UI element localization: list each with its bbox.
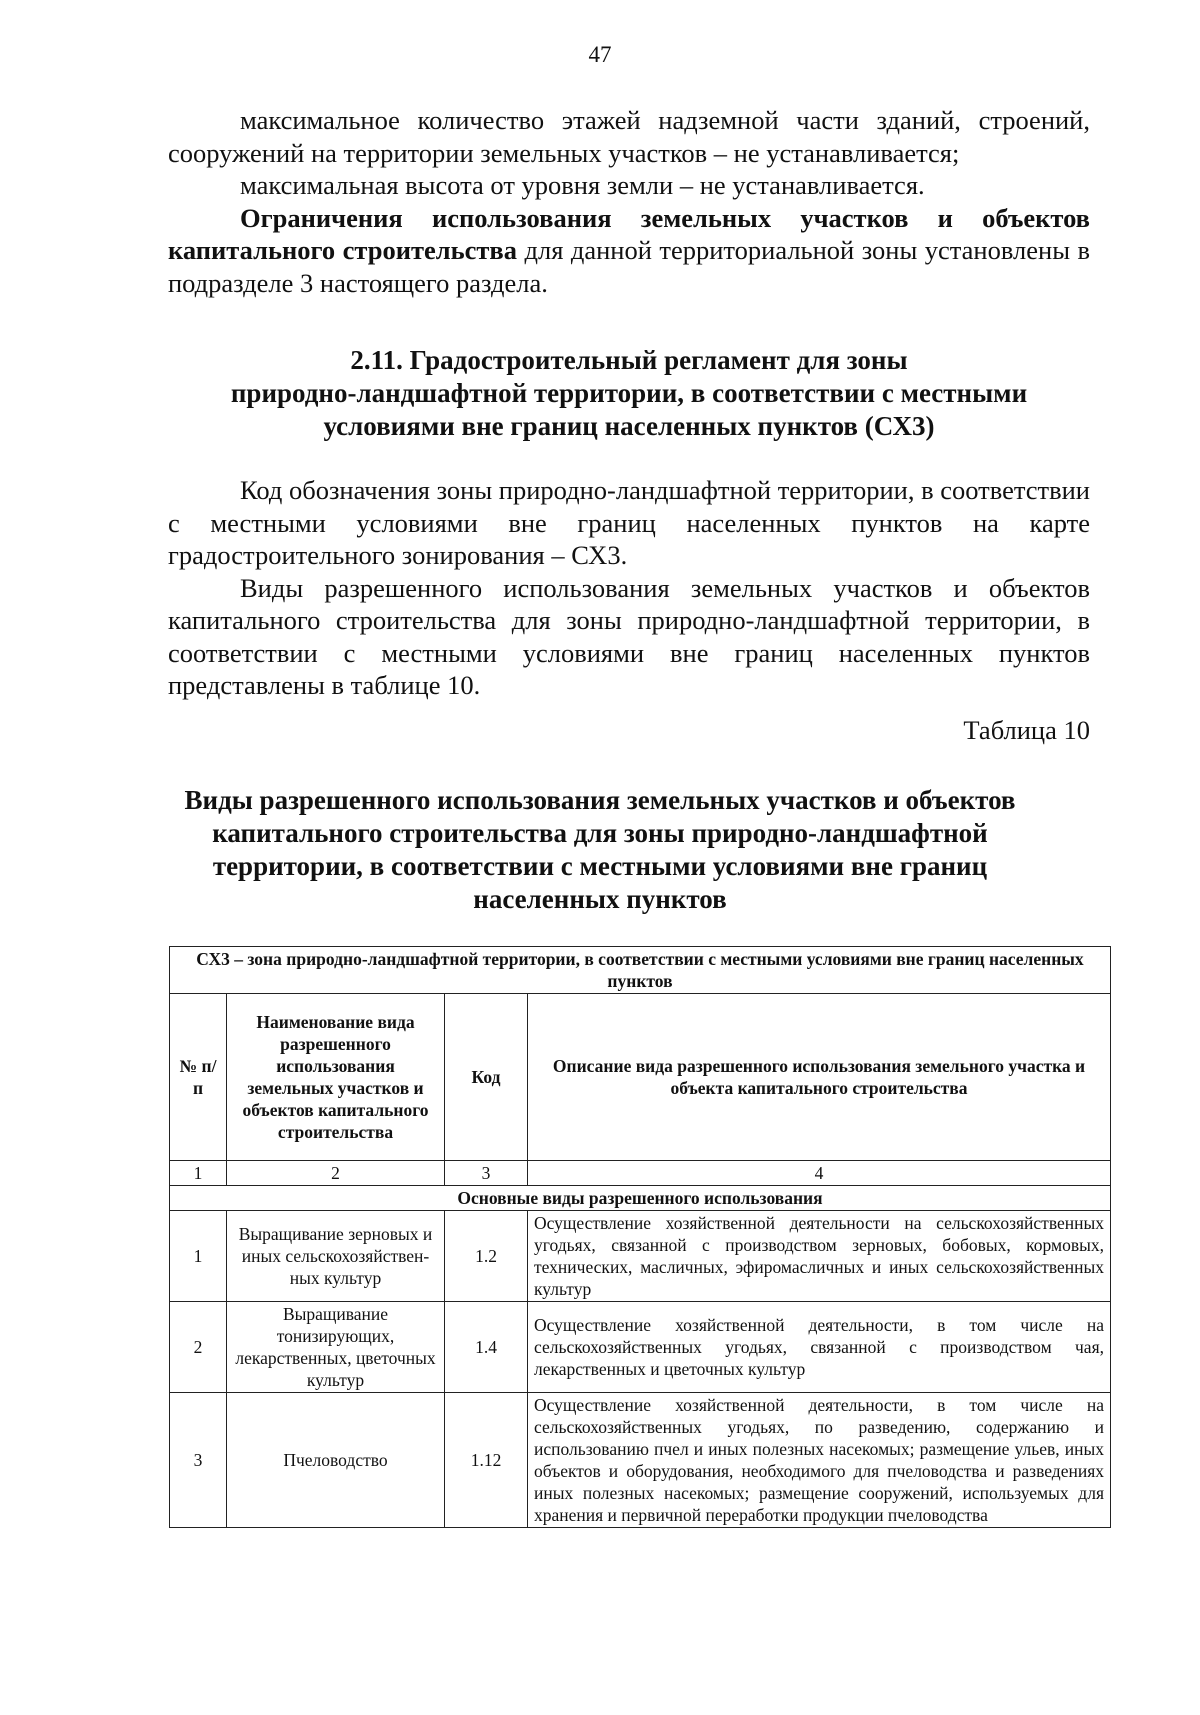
table-title-line-2: капитального строительства для зоны природно-ландшафтной — [212, 818, 988, 848]
row-desc: Осуществление хозяйственной деятельности, в том числе на сельскохозяйственных угодьях, связанной с производством чая, лекарственных и цветочных культур — [528, 1302, 1111, 1393]
column-number-3: 3 — [445, 1161, 528, 1186]
permitted-use-table — [169, 946, 1111, 1528]
row-name: Выращивание зерновых и иных сельскохозяйствен-ных культур — [227, 1211, 445, 1302]
row-code: 1.12 — [445, 1393, 528, 1528]
table-label: Таблица 10 — [963, 715, 1090, 745]
table-row — [170, 1211, 1111, 1302]
header-name: Наименование вида разрешенного использования земельных участков и объектов капитального строительства — [227, 994, 445, 1161]
table-row — [170, 1393, 1111, 1528]
row-code: 1.2 — [445, 1211, 528, 1302]
table-title-line-1: Виды разрешенного использования земельных участков и объектов — [184, 785, 1016, 815]
restrictions-rest: для данной территориальной зоны установлены в подразделе 3 настоящего раздела. — [168, 235, 1090, 298]
description-paragraph-1: Код обозначения зоны природно-ландшафтной территории, в соответствии с местными условиями вне границ населенных пунктов на карте градостроительного зонирования – СХ3. — [168, 475, 1090, 570]
group-title-cell: Основные виды разрешенного использования — [170, 1186, 1111, 1211]
row-num: 3 — [170, 1393, 227, 1528]
zone-title-row — [170, 947, 1111, 994]
row-name: Пчеловодство — [227, 1393, 445, 1528]
row-code: 1.4 — [445, 1302, 528, 1393]
column-number-2: 2 — [227, 1161, 445, 1186]
section-heading-line-1: 2.11. Градостроительный регламент для зоны — [350, 345, 908, 375]
column-number-row — [170, 1161, 1111, 1186]
header-desc: Описание вида разрешенного использования земельного участка и объекта капитального строительства — [528, 994, 1111, 1161]
section-heading-line-2: природно-ландшафтной территории, в соответствии с местными — [230, 378, 1028, 408]
restrictions-bold: Ограничения использования земельных участков и объектов капитального строительства — [168, 202, 1090, 265]
row-num: 1 — [170, 1211, 227, 1302]
description-paragraph-2: Виды разрешенного использования земельных участков и объектов капитального строительства для зоны природно-ландшафтной территории, в соответствии с местными условиями вне границ населенных пунктов представлены в таблице 10. — [168, 572, 1090, 700]
row-name: Выращивание тонизирующих, лекарственных, цветочных культур — [227, 1302, 445, 1393]
intro-paragraph-2: максимальная высота от уровня земли – не устанавливается. — [240, 170, 925, 200]
intro-text — [168, 104, 1090, 299]
row-desc: Осуществление хозяйственной деятельности, в том числе на сельскохозяйственных угодьях, по разведению, содержанию и использованию пчел и иных полезных насекомых; размещение ульев, иных объектов и оборудования, необходимого для пчеловодства и разведениях иных полезных насекомых; размещение сооружений, используемых для хранения и первичной переработки продукции пчеловодства — [528, 1393, 1111, 1528]
table-title — [140, 784, 1060, 916]
table-title-line-3: территории, в соответствии с местными условиями вне границ — [212, 851, 988, 881]
section-heading-line-3: условиями вне границ населенных пунктов (СХ3) — [323, 411, 935, 441]
group-title-row — [170, 1186, 1111, 1211]
restrictions-paragraph — [168, 202, 1090, 300]
description-text — [168, 474, 1090, 702]
zone-title-cell: СХ3 – зона природно-ландшафтной территории, в соответствии с местными условиями вне границ населенных пунктов — [170, 947, 1111, 994]
row-num: 2 — [170, 1302, 227, 1393]
column-number-1: 1 — [170, 1161, 227, 1186]
row-desc: Осуществление хозяйственной деятельности на сельскохозяйственных угодьях, связанной с производством зерновых, бобовых, кормовых, технических, масличных, эфиромасличных и иных сельскохозяйственных культур — [528, 1211, 1111, 1302]
column-number-4: 4 — [528, 1161, 1111, 1186]
header-row — [170, 994, 1111, 1161]
header-code: Код — [445, 994, 528, 1161]
table-row — [170, 1302, 1111, 1393]
page-number: 47 — [588, 42, 612, 67]
header-num: № п/п — [170, 994, 227, 1161]
section-heading — [168, 344, 1090, 443]
table-title-line-4: населенных пунктов — [473, 884, 727, 914]
intro-paragraph-1: максимальное количество этажей надземной части зданий, строений, сооружений на территории земельных участков – не устанавливается; — [168, 105, 1090, 168]
